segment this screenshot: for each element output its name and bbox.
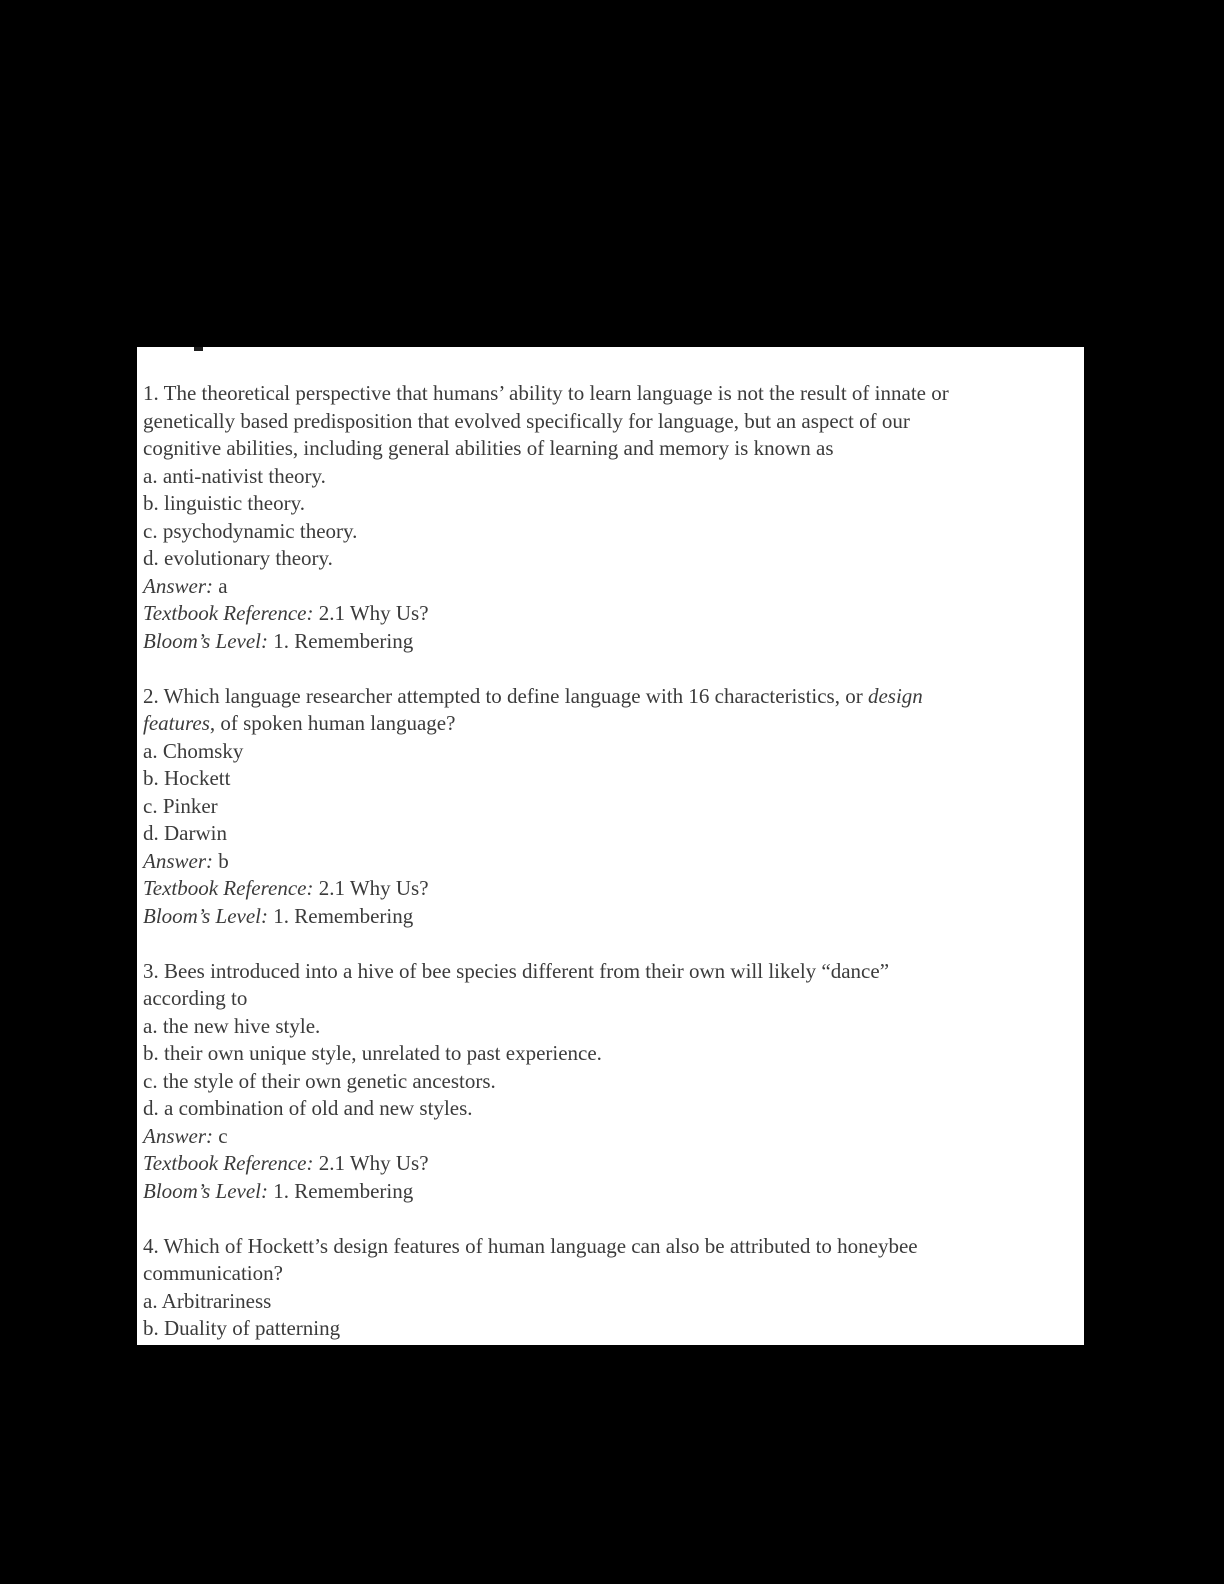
text-segment: 1. Remembering — [268, 903, 414, 928]
text-segment: cognitive abilities, including general abilities of learning and memory is known as — [143, 436, 834, 460]
italic-text-segment: Bloom’s Level: — [143, 1178, 269, 1203]
text-line — [143, 683, 1080, 711]
question-block — [143, 683, 1080, 931]
text-line — [143, 408, 1080, 436]
text-line — [143, 1178, 1080, 1206]
text-segment: b. Hockett — [143, 766, 231, 790]
text-line — [143, 490, 1080, 518]
document-page — [137, 347, 1084, 1345]
text-line — [143, 573, 1080, 601]
text-segment: 3. Bees introduced into a hive of bee species different from their own will likely “dance” — [143, 958, 890, 983]
text-line — [143, 380, 1080, 408]
text-line — [143, 600, 1080, 628]
text-line — [143, 848, 1080, 876]
text-segment: b. linguistic theory. — [143, 491, 305, 515]
text-segment: a. anti-nativist theory. — [143, 463, 326, 488]
italic-text-segment: Bloom’s Level: — [143, 628, 269, 653]
text-segment: c. Pinker — [143, 793, 218, 818]
italic-text-segment: Answer: — [143, 573, 213, 598]
text-segment: genetically based predisposition that evolved specifically for language, but an aspect of our — [143, 408, 910, 433]
text-segment: c. psychodynamic theory. — [143, 518, 358, 543]
italic-text-segment: Answer: — [143, 848, 213, 873]
text-segment: b — [213, 848, 229, 873]
text-line — [143, 1040, 1080, 1068]
text-segment: a. the new hive style. — [143, 1013, 321, 1038]
text-line — [143, 545, 1080, 573]
text-line — [143, 985, 1080, 1013]
text-line — [143, 1123, 1080, 1151]
text-line — [143, 765, 1080, 793]
question-block — [143, 958, 1080, 1206]
text-segment: 2.1 Why Us? — [313, 601, 429, 625]
text-segment: a — [213, 573, 228, 598]
text-line — [143, 1233, 1080, 1261]
text-segment: 1. Remembering — [268, 1178, 414, 1203]
italic-text-segment: Textbook Reference: — [143, 601, 314, 625]
text-segment: 2.1 Why Us? — [313, 1151, 429, 1175]
text-segment: a. Chomsky — [143, 738, 244, 763]
text-line — [143, 1288, 1080, 1316]
text-segment: c — [213, 1123, 228, 1148]
italic-text-segment: Bloom’s Level: — [143, 903, 269, 928]
text-segment: 2. Which language researcher attempted to define language with 16 characteristics, or — [143, 683, 868, 708]
text-line — [143, 1095, 1080, 1123]
text-segment: a. Arbitrariness — [143, 1288, 272, 1313]
italic-text-segment: features — [143, 711, 210, 735]
text-segment: 4. Which of Hockett’s design features of human language can also be attributed to honeybee — [143, 1233, 918, 1258]
text-segment: b. Duality of patterning — [143, 1316, 341, 1340]
text-line — [143, 793, 1080, 821]
text-line — [143, 710, 1080, 738]
text-line — [143, 1315, 1080, 1343]
text-segment: communication? — [143, 1261, 283, 1285]
text-line — [143, 958, 1080, 986]
text-segment: c. the style of their own genetic ancestors. — [143, 1068, 496, 1093]
italic-text-segment: Textbook Reference: — [143, 1151, 314, 1175]
question-block — [143, 380, 1080, 655]
text-line — [143, 463, 1080, 491]
text-segment: , of spoken human language? — [209, 711, 456, 735]
text-line — [143, 875, 1080, 903]
text-line — [143, 518, 1080, 546]
question-block — [143, 1233, 1080, 1343]
questions-list — [137, 347, 1084, 1343]
text-line — [143, 1013, 1080, 1041]
text-segment: d. Darwin — [143, 821, 227, 845]
clipped-text-fragment — [194, 347, 203, 351]
text-segment: 2.1 Why Us? — [313, 876, 429, 900]
text-segment: according to — [143, 986, 248, 1010]
text-line — [143, 628, 1080, 656]
italic-text-segment: Textbook Reference: — [143, 876, 314, 900]
italic-text-segment: Answer: — [143, 1123, 213, 1148]
text-segment: 1. Remembering — [268, 628, 414, 653]
text-line — [143, 903, 1080, 931]
text-segment: d. evolutionary theory. — [143, 546, 333, 570]
text-line — [143, 1150, 1080, 1178]
text-line — [143, 1260, 1080, 1288]
text-line — [143, 435, 1080, 463]
text-line — [143, 1068, 1080, 1096]
text-line — [143, 738, 1080, 766]
text-segment: b. their own unique style, unrelated to past experience. — [143, 1041, 602, 1065]
italic-text-segment: design — [867, 683, 923, 708]
text-line — [143, 820, 1080, 848]
text-segment: d. a combination of old and new styles. — [143, 1096, 473, 1120]
text-segment: 1. The theoretical perspective that humans’ ability to learn language is not the result of innate or — [143, 381, 949, 405]
